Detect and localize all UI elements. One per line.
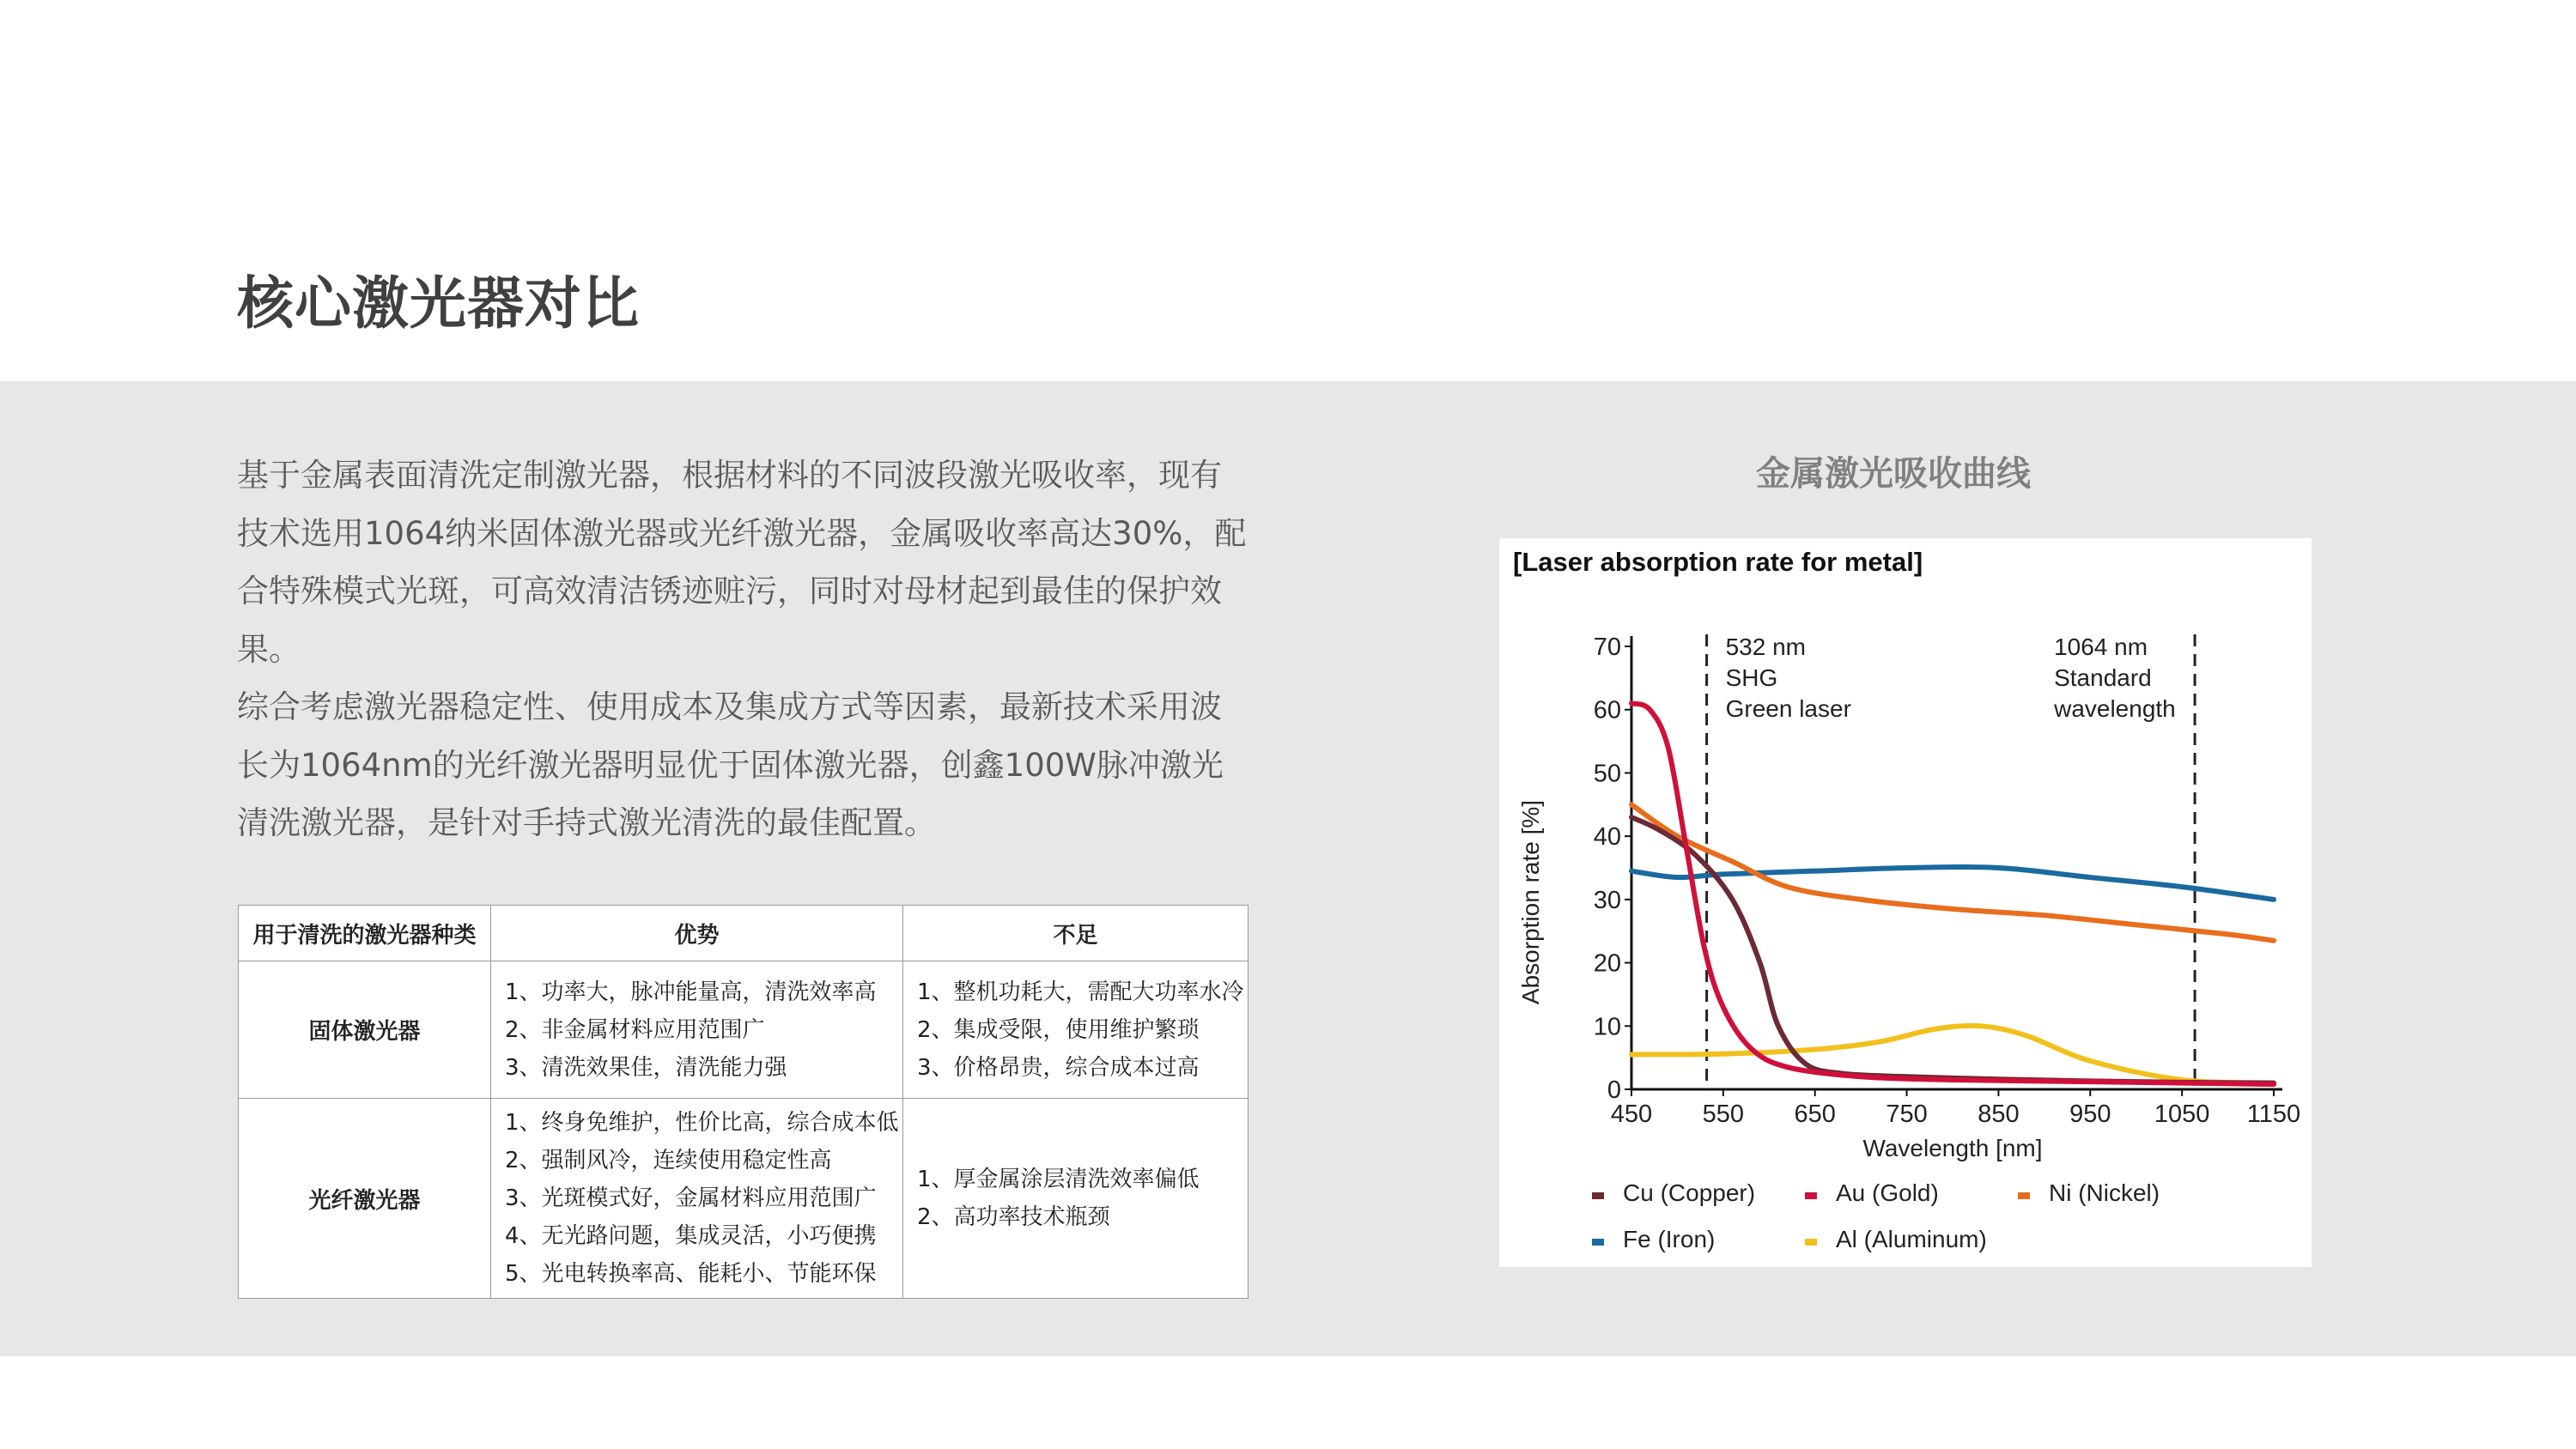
list-item: 3、价格昂贵，综合成本过高 [917,1054,1200,1081]
annotation-label: Standard [2054,664,2152,691]
chart-caption: 金属激光吸收曲线 [1756,454,2031,494]
list-item: 3、光斑模式好，金属材料应用范围广 [505,1185,877,1211]
annotation-label: wavelength [2054,695,2176,722]
x-tick-label: 850 [1978,1100,2020,1128]
intro-paragraph-1: 基于金属表面清洗定制激光器，根据材料的不同波段激光吸收率，现有技术选用1064纳米固体激光器或光纤激光器，金属吸收率高达30%，配合特殊模式光斑，可高效清洁锈迹赃污，同时对母材起到最佳的保护效果。 [237,457,1247,668]
list-item: 3、清洗效果佳，清洗能力强 [505,1054,787,1081]
legend-label-au: Au (Gold) [1836,1179,1939,1206]
header-advantages: 优势 [491,906,903,961]
table-row [239,1099,1249,1299]
solid-laser-cons [903,961,1249,1099]
series-line-al [1631,1026,2274,1083]
x-tick-label: 1050 [2154,1100,2210,1128]
table-header-row [239,906,1249,961]
annotation-label: 532 nm [1725,634,1807,660]
x-tick-label: 750 [1886,1100,1928,1128]
list-item: 2、非金属材料应用范围广 [505,1016,765,1043]
x-tick-label: 950 [2069,1100,2111,1128]
legend-swatch-cu [1592,1192,1604,1199]
table-row [239,961,1249,1099]
y-tick-label: 0 [1607,1076,1621,1104]
chart-title: [Laser absorption rate for metal] [1513,547,1923,577]
intro-paragraph-2: 综合考虑激光器稳定性、使用成本及集成方式等因素，最新技术采用波长为1064nm的光纤激光器明显优于固体激光器，创鑫100W脉冲激光清洗激光器，是针对手持式激光清洗的最佳配置。 [237,688,1224,841]
absorption-chart-svg [1499,538,2312,1267]
annotation-label: SHG [1725,664,1778,691]
legend-label-al: Al (Aluminum) [1836,1226,1987,1252]
x-axis-label: Wavelength [nm] [1862,1135,2043,1161]
y-tick-label: 40 [1593,823,1621,852]
solid-laser-pros [491,961,903,1099]
fiber-laser-cons [903,1099,1249,1299]
list-item: 2、集成受限，使用维护繁琐 [917,1016,1200,1043]
legend-swatch-ni [2018,1192,2030,1199]
y-tick-label: 60 [1593,696,1621,724]
header-disadvantages: 不足 [903,906,1249,961]
legend-swatch-al [1805,1239,1817,1246]
list-item: 4、无光路问题，集成灵活，小巧便携 [505,1223,877,1249]
list-item: 1、厚金属涂层清洗效率偏低 [917,1167,1200,1192]
annotation-label: 1064 nm [2054,634,2148,660]
y-tick-label: 50 [1593,760,1621,788]
list-item: 1、终身免维护，性价比高，综合成本低 [505,1110,899,1136]
row-name-fiber-laser: 光纤激光器 [239,1099,491,1299]
absorption-chart [1499,538,2312,1267]
x-tick-label: 450 [1610,1100,1653,1128]
list-item: 2、高功率技术瓶颈 [917,1204,1110,1230]
y-tick-label: 30 [1593,886,1621,914]
x-tick-label: 650 [1794,1100,1836,1128]
legend-label-fe: Fe (Iron) [1623,1226,1716,1252]
legend-swatch-fe [1592,1239,1604,1246]
y-tick-label: 70 [1593,634,1621,661]
fiber-laser-pros [491,1099,903,1299]
y-tick-label: 10 [1593,1013,1621,1041]
y-tick-label: 20 [1593,949,1621,978]
list-item: 2、强制风冷，连续使用稳定性高 [505,1148,832,1173]
y-axis-label: Absorption rate [%] [1517,799,1544,1005]
row-name-solid-laser: 固体激光器 [239,961,491,1099]
page-title: 核心激光器对比 [237,270,640,336]
header-laser-type: 用于清洗的激光器种类 [239,906,491,961]
laser-comparison-table [238,905,1249,1299]
legend-label-cu: Cu (Copper) [1623,1179,1756,1206]
legend-label-ni: Ni (Nickel) [2049,1179,2160,1206]
x-tick-label: 1150 [2246,1100,2301,1128]
x-tick-label: 550 [1702,1100,1745,1128]
list-item: 1、功率大，脉冲能量高，清洗效率高 [505,979,877,1005]
legend-swatch-au [1805,1192,1817,1199]
list-item: 5、光电转换率高、能耗小、节能环保 [505,1261,877,1287]
annotation-label: Green laser [1725,695,1851,722]
list-item: 1、整机功耗大，需配大功率水冷 [917,979,1244,1005]
